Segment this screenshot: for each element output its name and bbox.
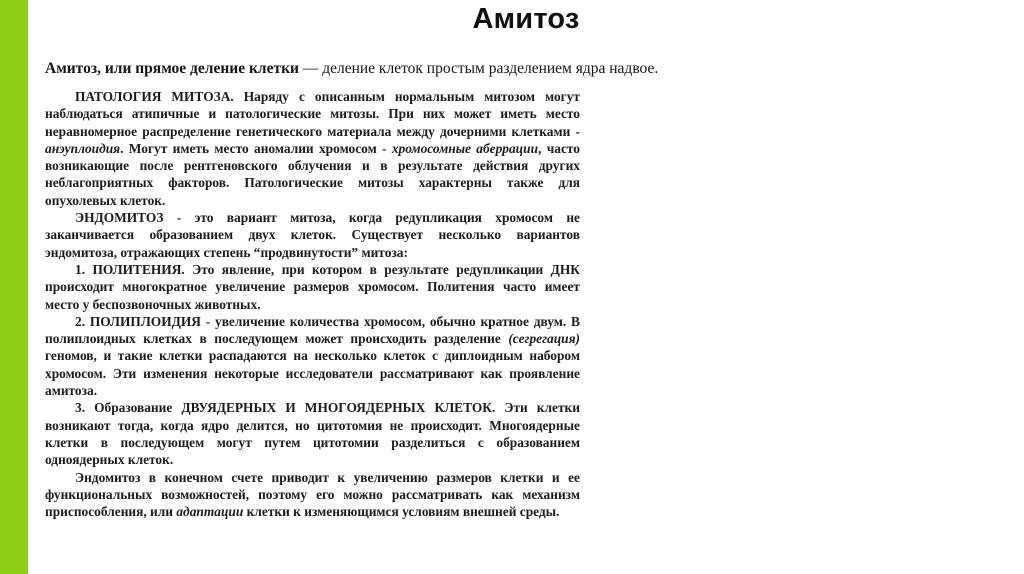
body-paragraph-patologiya-mitoza: [45, 88, 580, 209]
body-run: клетки к изменяющимся условиям внешней среды.: [243, 504, 560, 520]
emphasis-term: анэуплоидия: [45, 140, 121, 156]
body-paragraph-adaptaciya: [45, 469, 580, 521]
body-run: геномов, и такие клетки распадаются на несколько клеток с диплоидным набором хромосом. Эти изменения некоторые исследователи рассматривают как проявление амитоза.: [45, 348, 580, 399]
body-run: , часто возникающие после рентгеновского облучения и в результате действия других неблагоприятных факторов. Патологические митозы характерны также для опухолевых клеток.: [45, 140, 580, 208]
definition-term: Амитоз, или прямое деление клетки: [45, 60, 299, 77]
body-run: 2. ПОЛИПЛОИДИЯ - увеличение количества хромосом, обычно кратное двум. В полиплоидных клетках в последующем может происходить разделение: [45, 313, 580, 347]
body-text-column: [45, 88, 580, 520]
definition-description: — деление клеток простым разделением ядра надвое.: [298, 60, 659, 77]
body-paragraph-politeniya: [45, 261, 580, 313]
body-paragraph-endomitoz: [45, 209, 580, 261]
body-paragraph-dvuyadernye-kletki: [45, 399, 580, 468]
body-run: ПАТОЛОГИЯ МИТОЗА. Наряду с описанным нормальным митозом могут наблюдаться атипичные и патологические митозы. При них может иметь место неравномерное распределение генетического материала между дочерними клетками -: [45, 89, 580, 139]
definition-line: [45, 58, 950, 79]
page-title: Амитоз: [472, 3, 580, 35]
emphasis-term: (сегрегация): [508, 331, 580, 347]
emphasis-term: адаптации: [176, 504, 244, 520]
body-run: ЭНДОМИТОЗ - это вариант митоза, когда редупликация хромосом не заканчивается образованием двух клеток. Существует несколько вариантов эндомитоза, отражающих степень “продвинутости” митоза:: [45, 210, 580, 260]
body-paragraph-poliploidiya: [45, 313, 580, 399]
body-run: . Могут иметь место аномалии хромосом -: [120, 140, 392, 156]
left-accent-bar: [0, 0, 28, 574]
emphasis-term: хромосомные аберрации: [391, 140, 539, 156]
body-run: 1. ПОЛИТЕНИЯ. Это явление, при котором в результате редупликации ДНК происходит многократное увеличение размеров хромосом. Политения часто имеет место у беспозвоночных животных.: [45, 261, 580, 312]
body-run: Эндомитоз в конечном счете приводит к увеличению размеров клетки и ее функциональных возможностей, поэтому его можно рассматривать как механизм приспособления, или: [45, 469, 580, 520]
body-run: 3. Образование ДВУЯДЕРНЫХ И МНОГОЯДЕРНЫХ КЛЕТОК. Эти клетки возникают тогда, когда ядро делится, но цитотомия не происходит. Многоядерные клетки в последующем могут путем цитотомии разделиться с образованием одноядерных клеток.: [45, 400, 580, 468]
